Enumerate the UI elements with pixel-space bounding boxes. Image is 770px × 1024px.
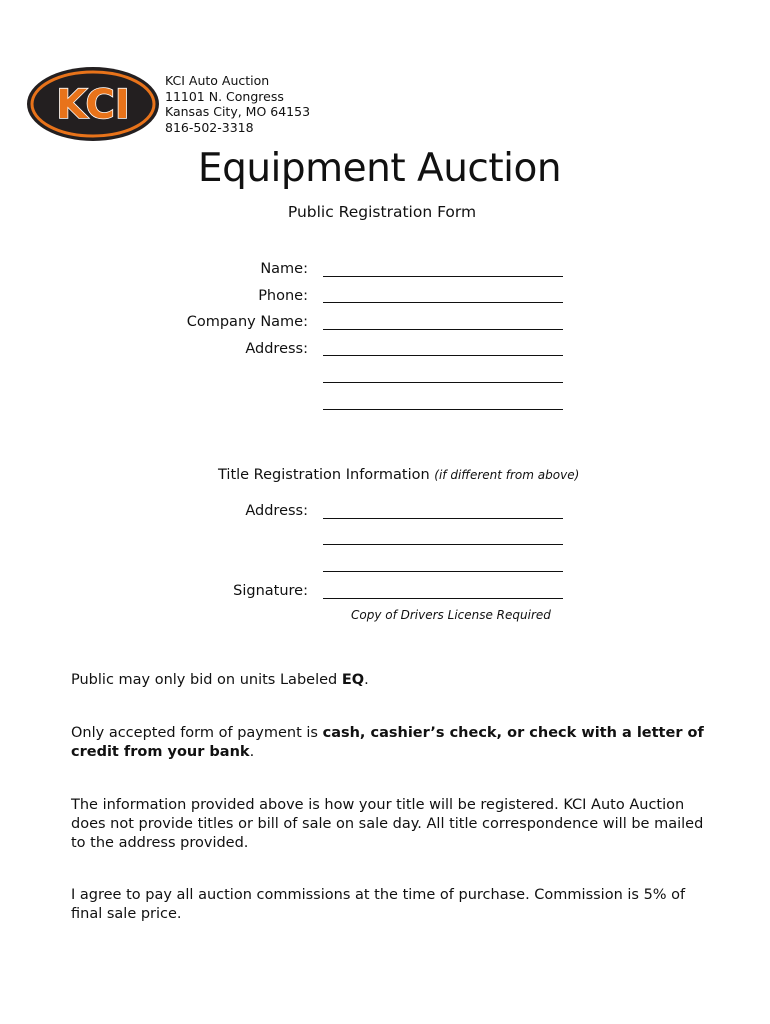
- address-line-street: 11101 N. Congress: [165, 88, 284, 104]
- bidding-notice-bold: EQ: [341, 672, 365, 688]
- phone-label: Phone:: [258, 288, 308, 304]
- logo-text: KCI: [56, 82, 130, 128]
- address-field-line-1[interactable]: [323, 355, 563, 356]
- document-title-wrap: [0, 146, 770, 191]
- company-field[interactable]: [323, 329, 563, 330]
- company-label: Company Name:: [186, 314, 308, 330]
- address-line-city: Kansas City, MO 64153: [165, 104, 311, 120]
- title-registration-label: Title Registration Information: [218, 467, 430, 483]
- license-note: Copy of Drivers License Required: [351, 608, 551, 622]
- title-address-field-line-1[interactable]: [323, 518, 563, 519]
- address-line-phone: 816-502-3318: [165, 119, 254, 135]
- title-address-field-line-3[interactable]: [323, 571, 563, 572]
- commission-agreement: I agree to pay all auction commissions at the time of purchase. Commission is 5% of final sale price.: [71, 887, 686, 922]
- address-label: Address:: [245, 341, 308, 357]
- bidding-notice-text: Public may only bid on units Labeled: [71, 672, 342, 688]
- bidding-notice: [71, 671, 711, 690]
- document-title: Equipment Auction: [197, 146, 562, 191]
- payment-notice-text: Only accepted form of payment is: [71, 725, 323, 741]
- title-registration-note: (if different from above): [434, 468, 580, 482]
- title-notice: The information provided above is how your title will be registered. KCI Auto Auction does not provide titles or bill of sale on sale day. All title correspondence will be mailed to the address provided.: [71, 797, 704, 851]
- title-registration-heading: [218, 467, 579, 483]
- name-label: Name:: [260, 261, 308, 277]
- address-field-line-3[interactable]: [323, 409, 563, 410]
- name-field[interactable]: [323, 276, 563, 277]
- address-field-line-2[interactable]: [323, 382, 563, 383]
- payment-notice-end: .: [249, 744, 255, 760]
- payment-notice: [71, 724, 711, 762]
- kci-logo: [26, 66, 160, 142]
- company-address: [165, 73, 310, 135]
- bidding-notice-end: .: [364, 672, 369, 688]
- signature-label: Signature:: [233, 583, 308, 599]
- address-line-company: KCI Auto Auction: [165, 73, 270, 88]
- document-subtitle: Public Registration Form: [287, 203, 477, 221]
- document-subtitle-wrap: [0, 203, 770, 221]
- title-address-label: Address:: [245, 503, 308, 519]
- payment-notice-bold: cash, cashier’s check, or check with a letter of credit from your bank: [71, 725, 704, 760]
- phone-field[interactable]: [323, 302, 563, 303]
- signature-field[interactable]: [323, 598, 563, 599]
- title-address-field-line-2[interactable]: [323, 544, 563, 545]
